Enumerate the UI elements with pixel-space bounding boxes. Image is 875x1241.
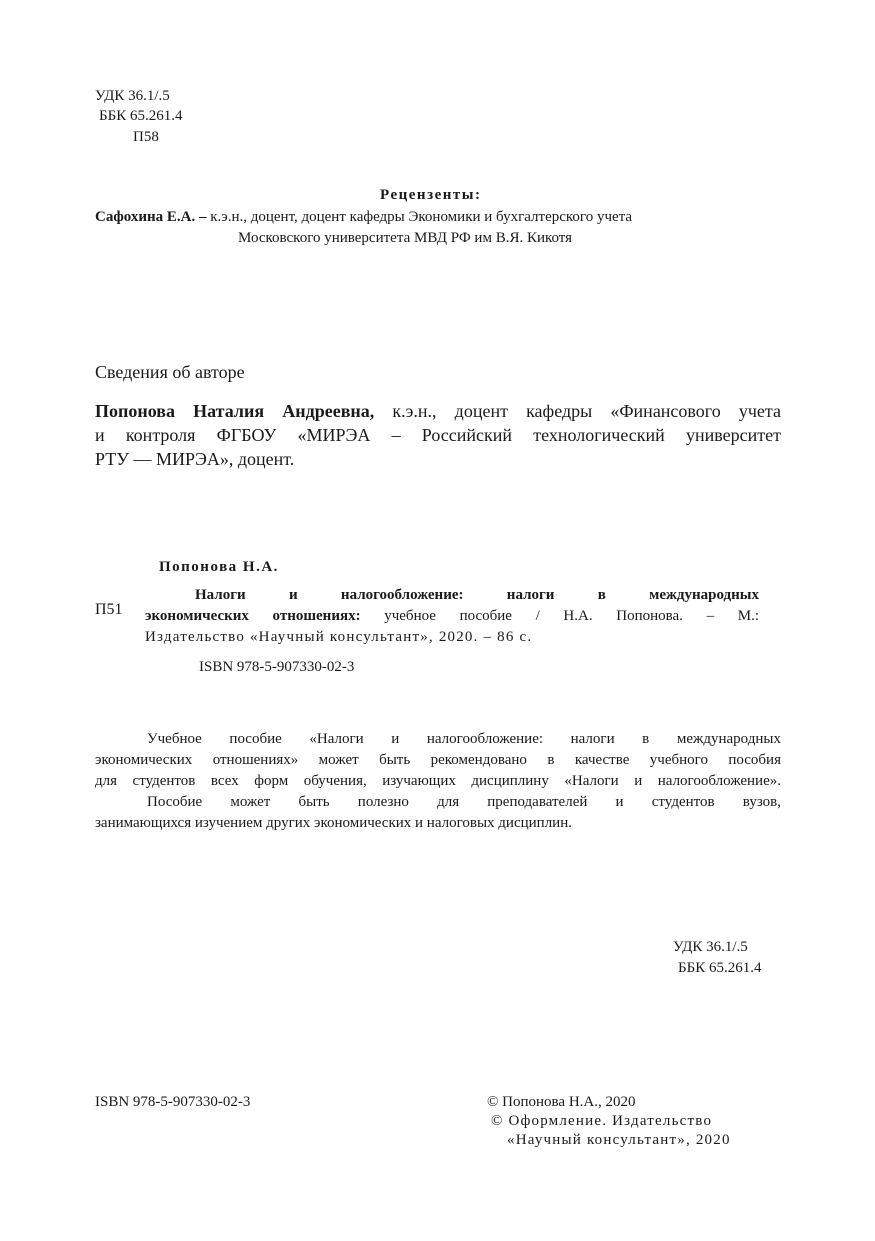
reviewer-credentials: к.э.н., доцент, доцент кафедры Экономики и бухгалтерского учета xyxy=(206,209,633,225)
bib-card-description: учебное пособие / Н.А. Попонова. – М.: xyxy=(360,608,759,624)
bib-card-title-end: экономических отношениях: xyxy=(145,608,361,624)
copyright-author: © Попонова Н.А., 2020 xyxy=(487,1094,636,1110)
udk-code-top: УДК 36.1/.5 xyxy=(95,88,170,104)
bbk-code-top: ББК 65.261.4 xyxy=(99,108,183,124)
reviewer-line-1 xyxy=(95,207,632,227)
reviewers-heading: Рецензенты: xyxy=(380,187,482,203)
author-info-heading: Сведения об авторе xyxy=(95,362,245,382)
copyright-design: © Оформление. Издательство xyxy=(491,1113,713,1129)
author-position: к.э.н., доцент кафедры «Финансового учета xyxy=(374,401,781,421)
annotation-line-5: занимающихся изучением других экономических и налоговых дисциплин. xyxy=(95,815,572,831)
bbk-code-bottom: ББК 65.261.4 xyxy=(678,960,762,976)
bib-card-title: Налоги и налогообложение: налоги в международных xyxy=(195,587,759,603)
author-info-text xyxy=(95,399,781,471)
bib-card-author: Попонова Н.А. xyxy=(159,559,279,575)
annotation-line-2: экономических отношениях» может быть рекомендовано в качестве учебного пособия xyxy=(95,752,781,768)
author-info-line-1 xyxy=(95,399,781,423)
annotation-line-3: для студентов всех форм обучения, изучающих дисциплину «Налоги и налогообложение». xyxy=(95,773,781,789)
annotation xyxy=(95,729,781,834)
author-name: Попонова Наталия Андреевна, xyxy=(95,401,375,421)
reviewer-name: Сафохина Е.А. – xyxy=(95,209,207,225)
bib-card-isbn: ISBN 978-5-907330-02-3 xyxy=(199,659,355,675)
bib-card-body xyxy=(145,585,759,648)
author-info-line-3: РТУ — МИРЭА», доцент. xyxy=(95,449,295,469)
annotation-line-1: Учебное пособие «Налоги и налогообложение: налоги в международных xyxy=(147,731,781,747)
annotation-line-4: Пособие может быть полезно для преподавателей и студентов вузов, xyxy=(147,794,781,810)
udk-code-bottom: УДК 36.1/.5 xyxy=(673,939,748,955)
copyright-publisher: «Научный консультант», 2020 xyxy=(507,1132,731,1148)
bib-card-line-3: Издательство «Научный консультант», 2020. – 86 с. xyxy=(145,629,533,645)
bib-card-title-line-1 xyxy=(145,585,759,606)
bib-card-line-2 xyxy=(145,606,759,627)
reviewer-line-2: Московского университета МВД РФ им В.Я. Кикотя xyxy=(238,230,573,246)
isbn-footer: ISBN 978-5-907330-02-3 xyxy=(95,1094,251,1110)
bib-card-code: П51 xyxy=(95,601,123,618)
author-mark-top: П58 xyxy=(133,129,159,145)
author-info-line-2: и контроля ФГБОУ «МИРЭА – Российский технологический университет xyxy=(95,425,781,445)
